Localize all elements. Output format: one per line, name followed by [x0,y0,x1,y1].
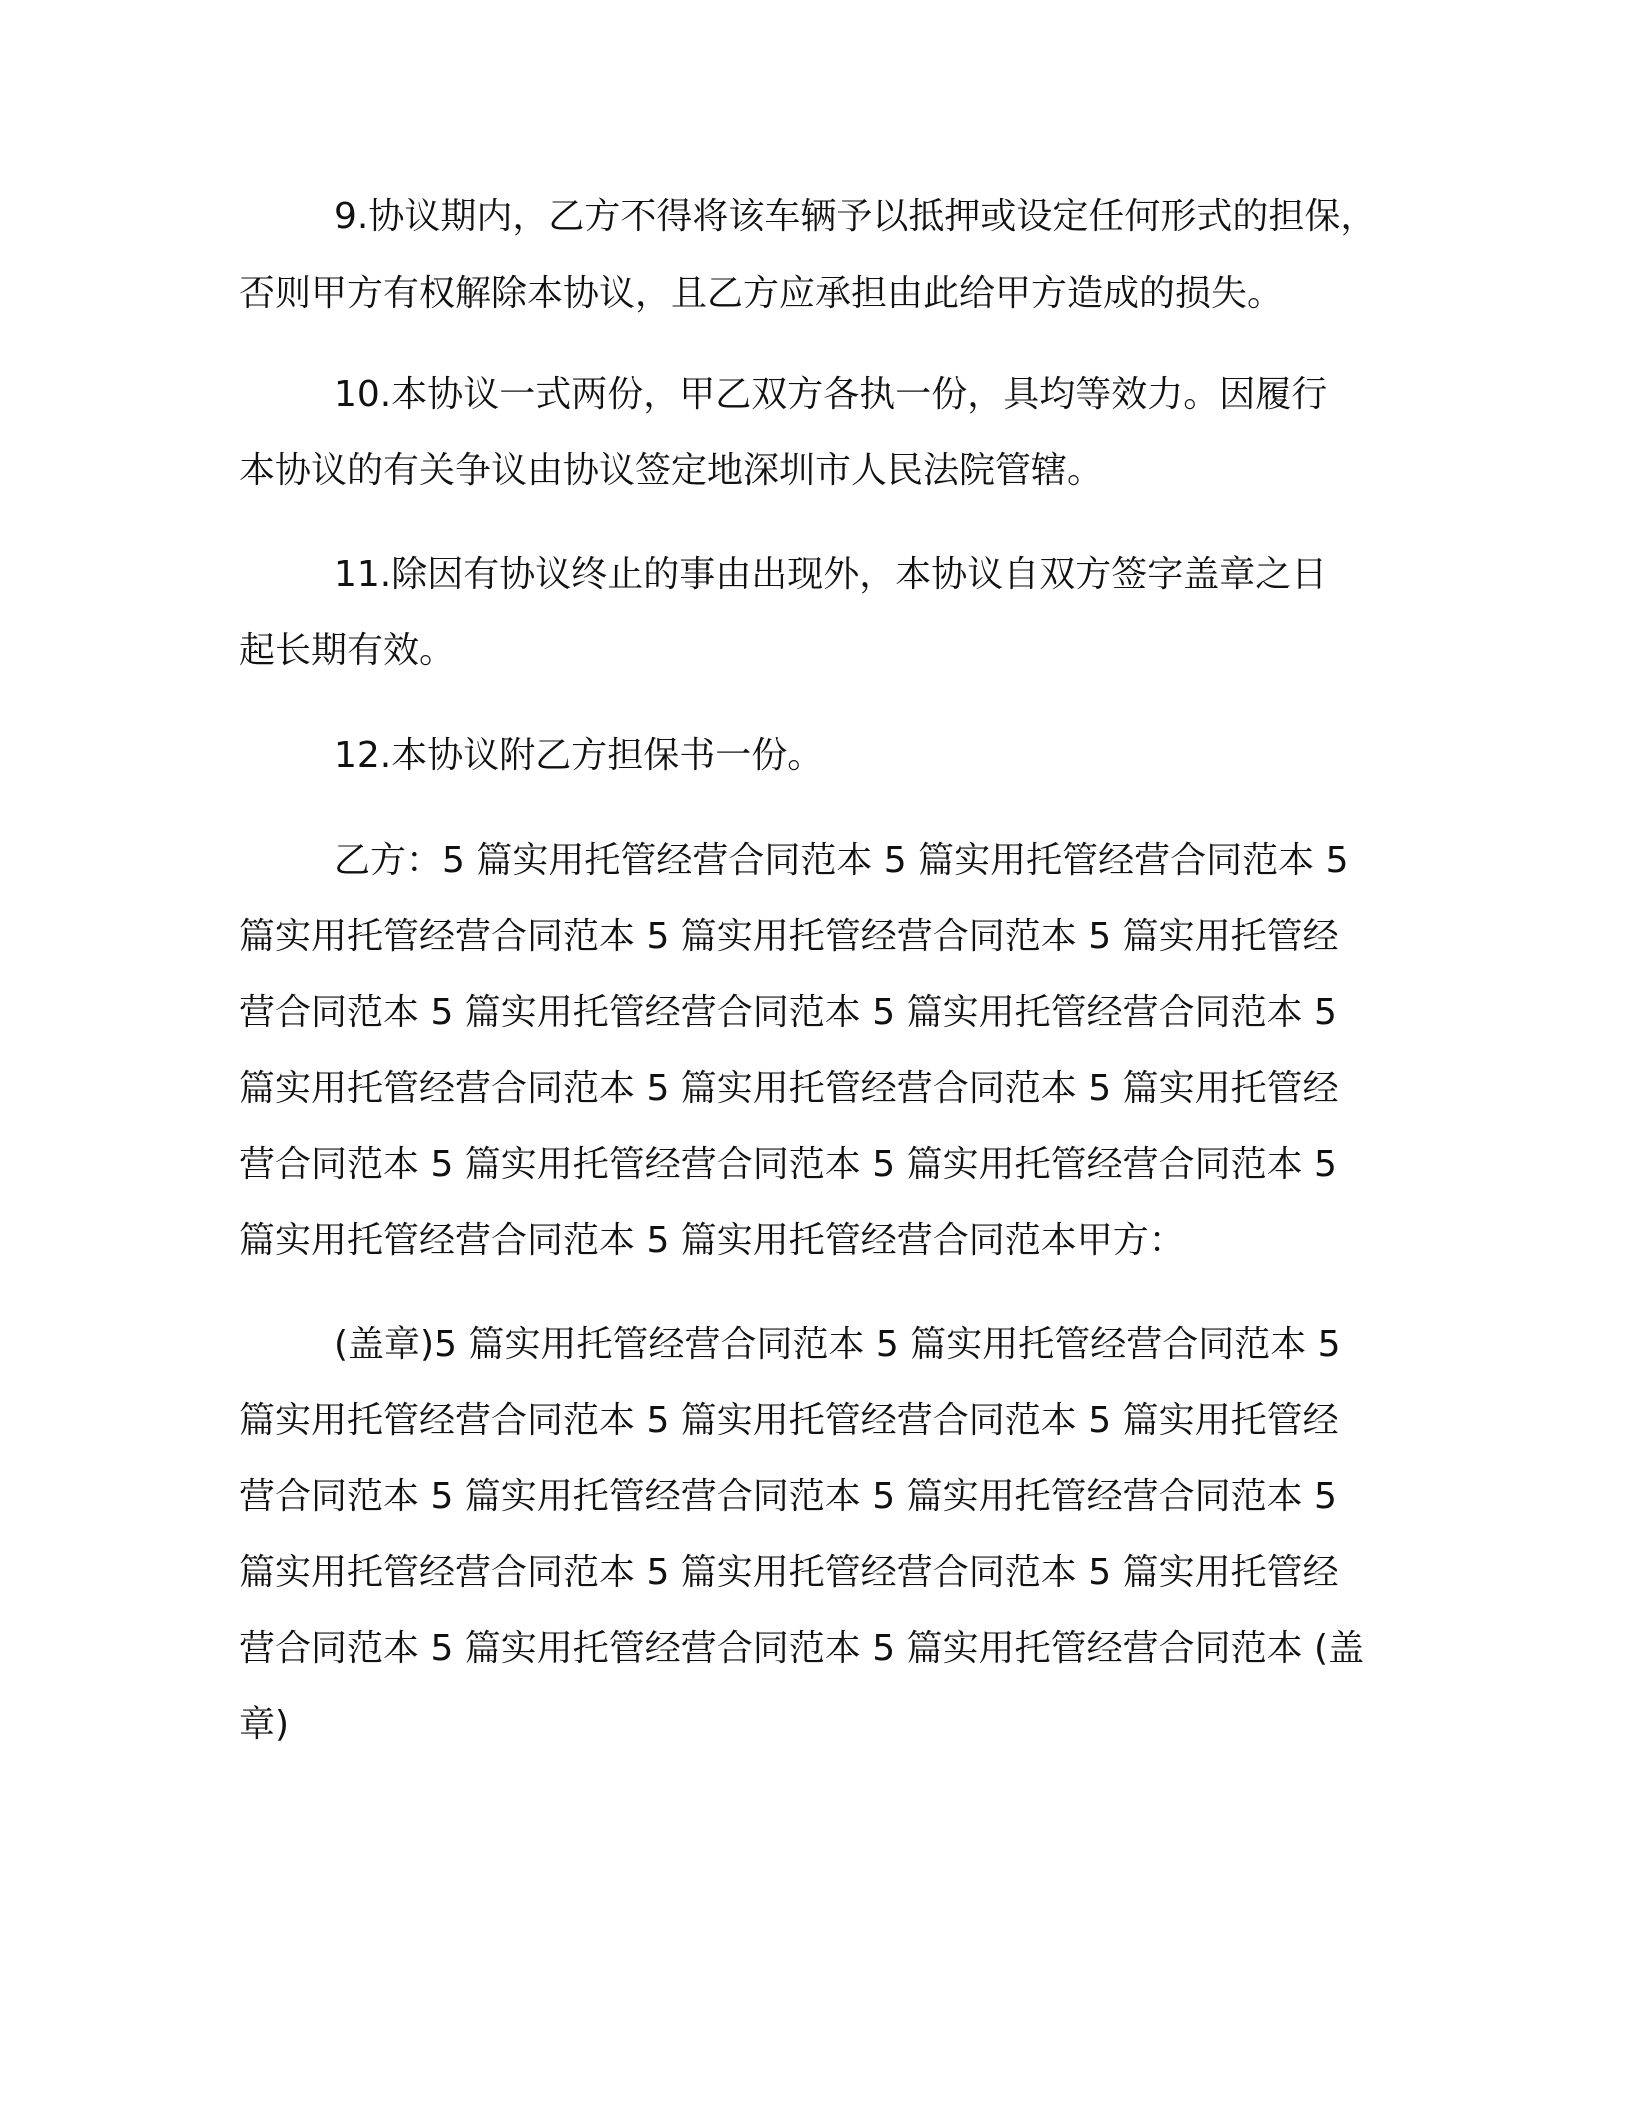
seal-line-2: 篇实用托管经营合同范本 5 篇实用托管经营合同范本 5 篇实用托管经 [239,1400,1339,1441]
party-b-line-1: 乙方：5 篇实用托管经营合同范本 5 篇实用托管经营合同范本 5 [334,840,1349,881]
seal-line-6: 章) [239,1704,290,1745]
party-b-line-3: 营合同范本 5 篇实用托管经营合同范本 5 篇实用托管经营合同范本 5 [239,992,1337,1033]
seal-line-4: 篇实用托管经营合同范本 5 篇实用托管经营合同范本 5 篇实用托管经 [239,1552,1339,1593]
seal-line-3: 营合同范本 5 篇实用托管经营合同范本 5 篇实用托管经营合同范本 5 [239,1476,1337,1517]
seal-line-1: (盖章)5 篇实用托管经营合同范本 5 篇实用托管经营合同范本 5 [334,1324,1341,1365]
party-b-line-5: 营合同范本 5 篇实用托管经营合同范本 5 篇实用托管经营合同范本 5 [239,1144,1337,1185]
clause-11-line-1: 11.除因有协议终止的事由出现外，本协议自双方签字盖章之日 [334,554,1328,595]
seal-line-5: 营合同范本 5 篇实用托管经营合同范本 5 篇实用托管经营合同范本 (盖 [239,1628,1365,1669]
clause-10-line-2: 本协议的有关争议由协议签定地深圳市人民法院管辖。 [239,450,1104,491]
party-b-line-2: 篇实用托管经营合同范本 5 篇实用托管经营合同范本 5 篇实用托管经 [239,916,1339,957]
party-b-line-4: 篇实用托管经营合同范本 5 篇实用托管经营合同范本 5 篇实用托管经 [239,1068,1339,1109]
clause-9-line-2: 否则甲方有权解除本协议，且乙方应承担由此给甲方造成的损失。 [239,273,1284,314]
clause-10-line-1: 10.本协议一式两份，甲乙双方各执一份，具均等效力。因履行 [334,374,1328,415]
clause-9-line-1: 9.协议期内，乙方不得将该车辆予以抵押或设定任何形式的担保， [334,196,1377,237]
clause-12-line-1: 12.本协议附乙方担保书一份。 [334,735,824,776]
party-b-line-6: 篇实用托管经营合同范本 5 篇实用托管经营合同范本甲方： [239,1220,1185,1261]
clause-11-line-2: 起长期有效。 [239,630,456,671]
